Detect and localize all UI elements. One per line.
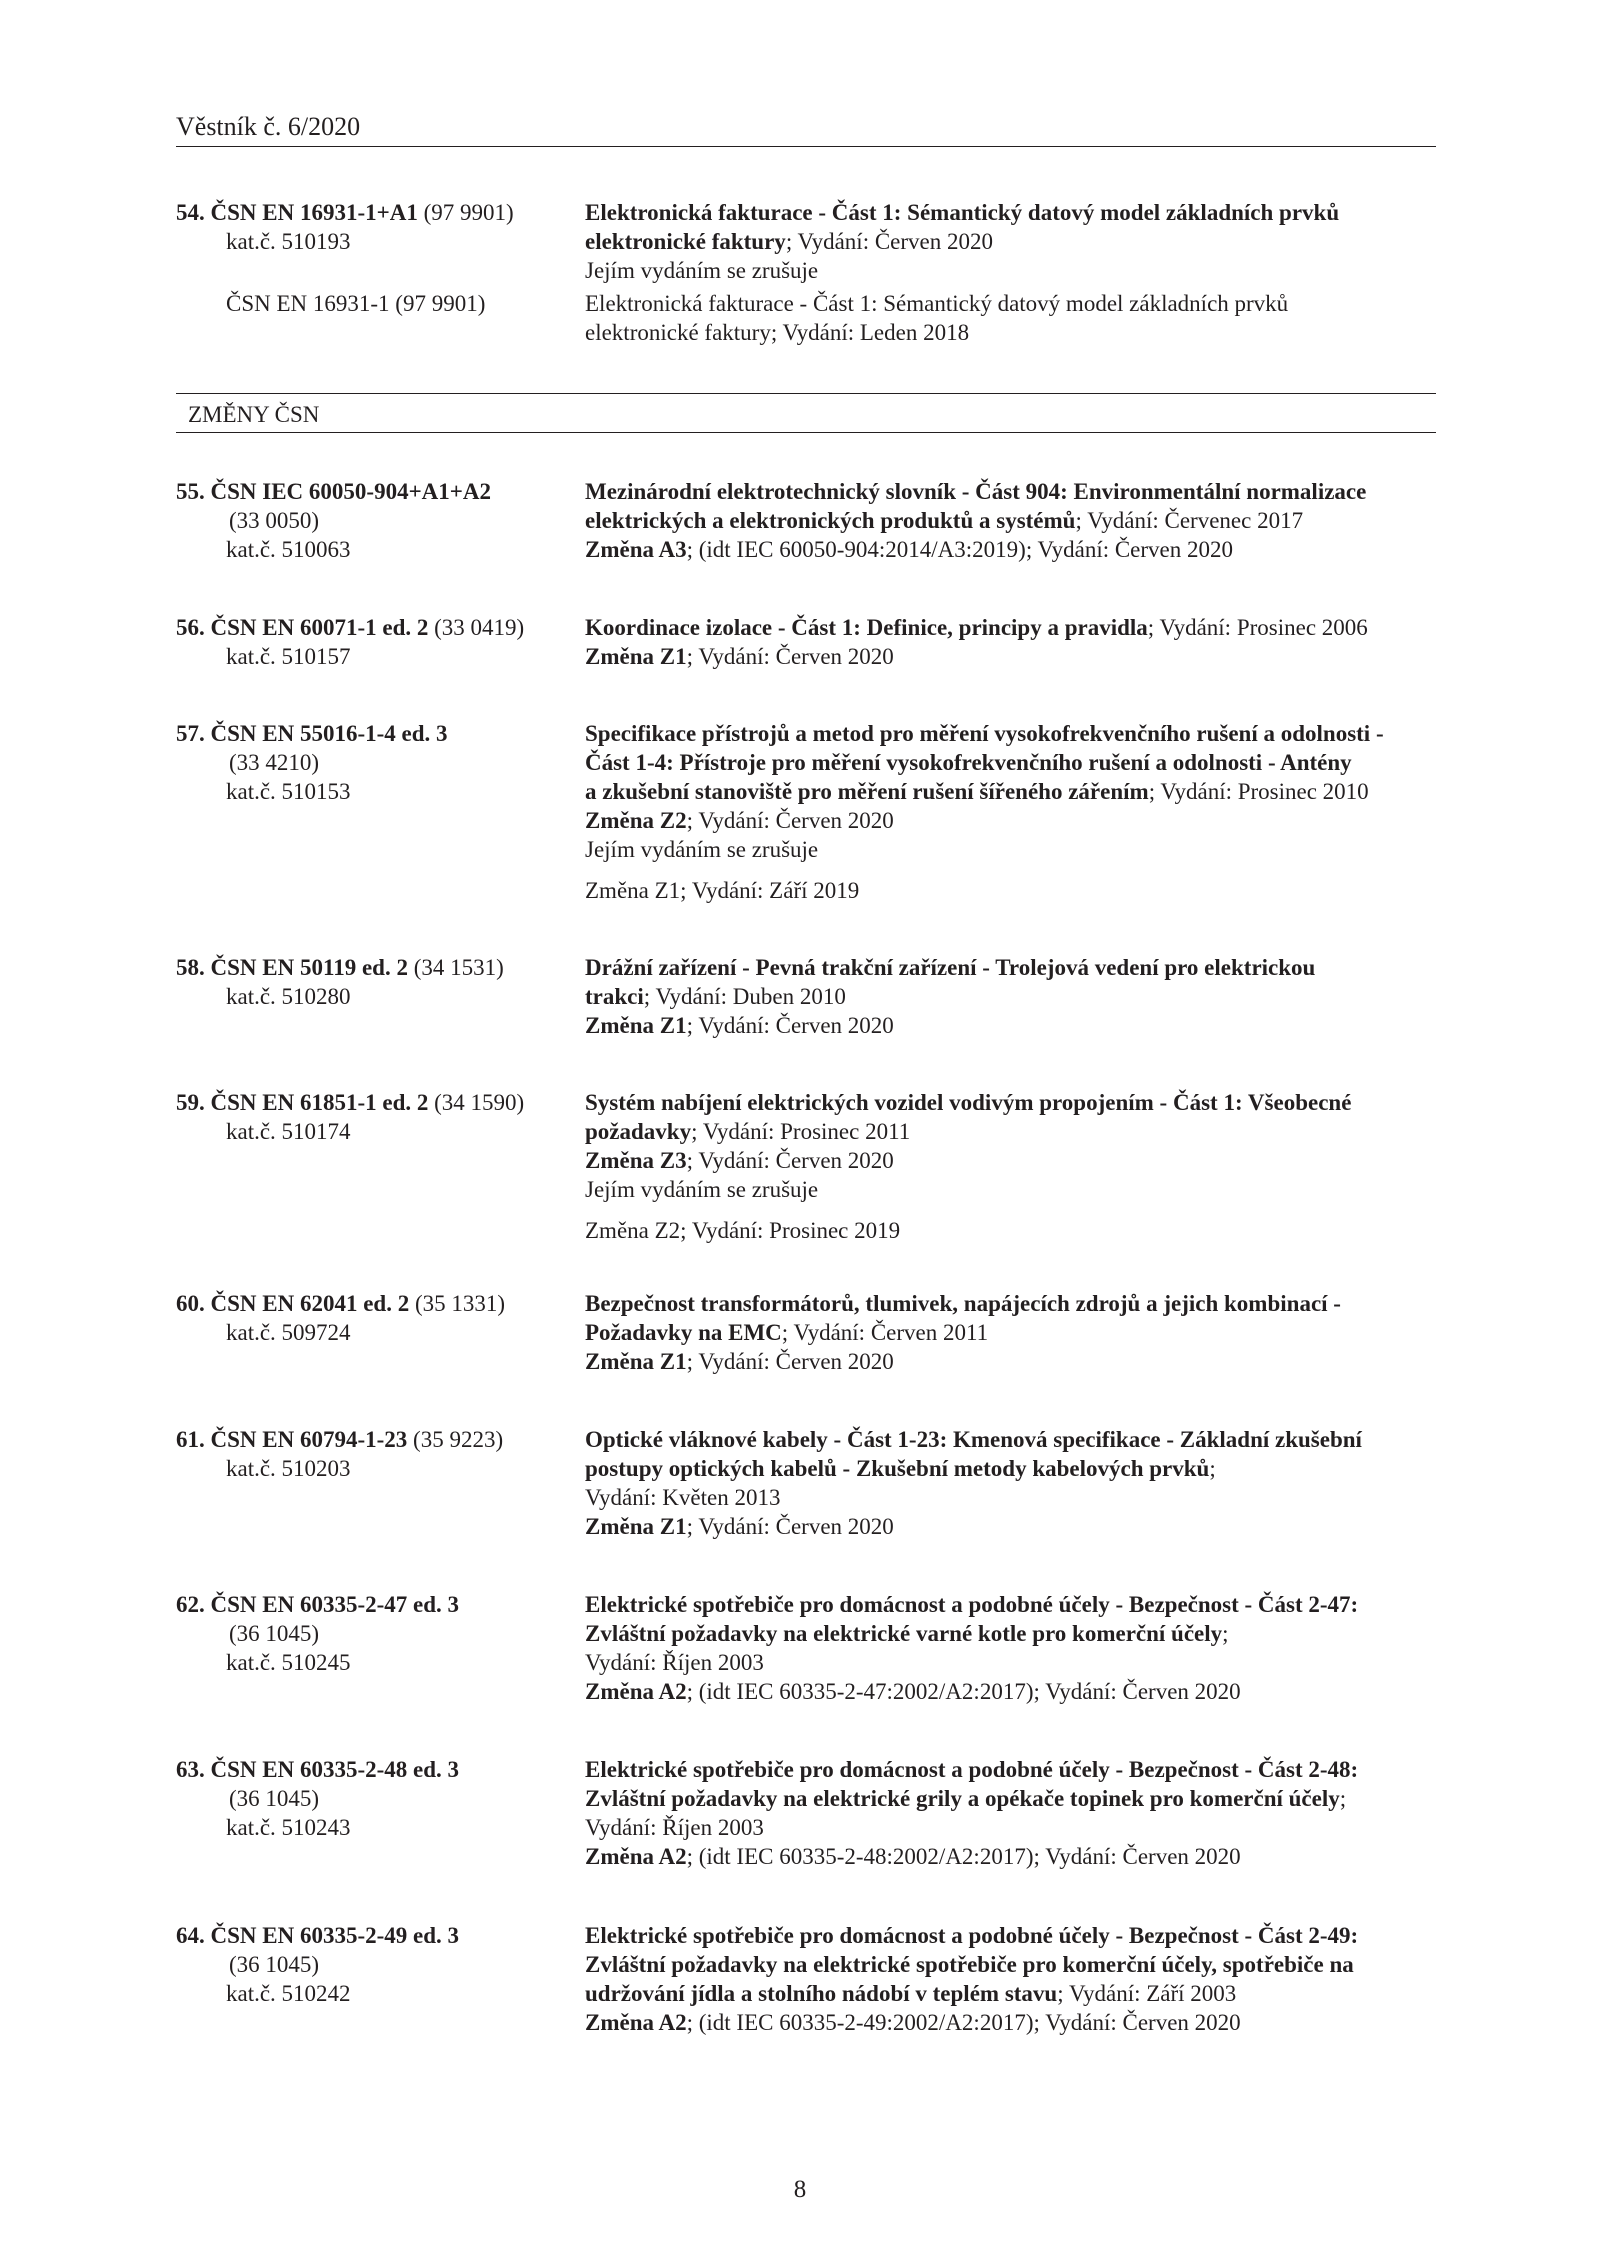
amendment-info: ; Vydání: Červen 2020 bbox=[686, 808, 894, 833]
entry-60-id bbox=[176, 1289, 571, 1347]
class-code: (33 0419) bbox=[428, 615, 525, 640]
class-code: (36 1045) bbox=[229, 1621, 320, 1646]
catalog-number: kat.č. 510280 bbox=[226, 984, 351, 1009]
entry-62-desc bbox=[585, 1590, 1445, 1706]
section-heading bbox=[176, 393, 1436, 433]
catalog-number: kat.č. 510243 bbox=[226, 1815, 351, 1840]
standard-code: ČSN EN 60335-2-47 ed. 3 bbox=[210, 1592, 460, 1617]
title-line: Elektrické spotřebiče pro domácnost a podobné účely - Bezpečnost - Část 2-49: bbox=[585, 1923, 1359, 1948]
title-line: Elektronická fakturace - Část 1: Sémantický datový model základních prvků bbox=[585, 200, 1340, 225]
title-line: Část 1-4: Přístroje pro měření vysokofrekvenčního rušení a odolnosti - Antény bbox=[585, 750, 1352, 775]
entry-number: 60. bbox=[176, 1291, 205, 1316]
cancelled-amendment: Změna Z1; Vydání: Září 2019 bbox=[585, 878, 860, 903]
catalog-number: kat.č. 510242 bbox=[226, 1981, 351, 2006]
title-line: Zvláštní požadavky na elektrické grily a opékače topinek pro komerční účely bbox=[585, 1786, 1340, 1811]
amendment-info: ; (idt IEC 60335-2-49:2002/A2:2017); Vydání: Červen 2020 bbox=[686, 2010, 1241, 2035]
edition-info: ; Vydání: Prosinec 2010 bbox=[1148, 779, 1369, 804]
amendment-label: Změna Z3 bbox=[585, 1148, 687, 1173]
entry-64-id bbox=[176, 1921, 571, 2008]
title-line: elektrických a elektronických produktů a systémů bbox=[585, 508, 1076, 533]
title-punct: ; bbox=[1339, 1786, 1347, 1811]
entry-number: 62. bbox=[176, 1592, 205, 1617]
standard-code: ČSN EN 55016-1-4 ed. 3 bbox=[210, 721, 448, 746]
title-line: Mezinárodní elektrotechnický slovník - Část 904: Environmentální normalizace bbox=[585, 479, 1367, 504]
standard-code: ČSN EN 60794-1-23 bbox=[210, 1427, 408, 1452]
amendment-info: ; (idt IEC 60335-2-47:2002/A2:2017); Vydání: Červen 2020 bbox=[686, 1679, 1241, 1704]
entry-58-id bbox=[176, 953, 571, 1011]
amendment-label: Změna Z1 bbox=[585, 1013, 687, 1038]
title-punct: ; bbox=[1209, 1456, 1216, 1481]
edition-info: ; Vydání: Červen 2011 bbox=[781, 1320, 989, 1345]
title-line: Elektrické spotřebiče pro domácnost a podobné účely - Bezpečnost - Část 2-47: bbox=[585, 1592, 1359, 1617]
amendment-label: Změna A2 bbox=[585, 2010, 687, 2035]
cancelled-title-line: Elektronická fakturace - Část 1: Sémantický datový model základních prvků bbox=[585, 291, 1289, 316]
section-title: ZMĚNY ČSN bbox=[188, 402, 320, 427]
class-code: (34 1531) bbox=[407, 955, 504, 980]
class-code: (97 9901) bbox=[417, 200, 514, 225]
title-line: udržování jídla a stolního nádobí v teplém stavu bbox=[585, 1981, 1058, 2006]
title-line: Elektrické spotřebiče pro domácnost a podobné účely - Bezpečnost - Část 2-48: bbox=[585, 1757, 1359, 1782]
class-code: (34 1590) bbox=[428, 1090, 525, 1115]
amendment-info: ; (idt IEC 60335-2-48:2002/A2:2017); Vydání: Červen 2020 bbox=[686, 1844, 1241, 1869]
title-line: elektronické faktury bbox=[585, 229, 786, 254]
standard-code: ČSN EN 60335-2-48 ed. 3 bbox=[210, 1757, 460, 1782]
amendment-label: Změna A2 bbox=[585, 1679, 687, 1704]
entry-55-desc bbox=[585, 477, 1445, 564]
entry-56-desc bbox=[585, 613, 1445, 671]
class-code: (35 9223) bbox=[407, 1427, 504, 1452]
entry-number: 64. bbox=[176, 1923, 205, 1948]
page-header: Věstník č. 6/2020 bbox=[176, 112, 361, 141]
title-punct: ; bbox=[1222, 1621, 1229, 1646]
standard-code: ČSN EN 60335-2-49 ed. 3 bbox=[210, 1923, 460, 1948]
amendment-info: ; Vydání: Červen 2020 bbox=[686, 1013, 894, 1038]
entry-number: 55. bbox=[176, 479, 205, 504]
standard-code: ČSN EN 50119 ed. 2 bbox=[210, 955, 408, 980]
entry-56-id bbox=[176, 613, 571, 671]
edition-info: Vydání: Říjen 2003 bbox=[585, 1650, 764, 1675]
entry-61-id bbox=[176, 1425, 571, 1483]
edition-info: ; Vydání: Prosinec 2006 bbox=[1147, 615, 1368, 640]
catalog-number: kat.č. 510193 bbox=[226, 229, 351, 254]
cancelled-standard-code: ČSN EN 16931-1 (97 9901) bbox=[226, 291, 486, 316]
page-number: 8 bbox=[793, 2176, 807, 2203]
entry-58-desc bbox=[585, 953, 1445, 1040]
title-line: Zvláštní požadavky na elektrické varné kotle pro komerční účely bbox=[585, 1621, 1223, 1646]
catalog-number: kat.č. 510245 bbox=[226, 1650, 351, 1675]
standard-code: ČSN EN 62041 ed. 2 bbox=[210, 1291, 410, 1316]
entry-64-desc bbox=[585, 1921, 1445, 2037]
cancelled-title-line: elektronické faktury; Vydání: Leden 2018 bbox=[585, 320, 970, 345]
standard-code: ČSN IEC 60050-904+A1+A2 bbox=[210, 479, 492, 504]
title-line: Zvláštní požadavky na elektrické spotřebiče pro komerční účely, spotřebiče na bbox=[585, 1952, 1354, 1977]
entry-59-desc bbox=[585, 1088, 1445, 1245]
amendment-info: ; Vydání: Červen 2020 bbox=[686, 644, 894, 669]
header-rule bbox=[176, 146, 1436, 147]
entry-54-id bbox=[176, 198, 571, 318]
edition-info: Vydání: Květen 2013 bbox=[585, 1485, 781, 1510]
catalog-number: kat.č. 510153 bbox=[226, 779, 351, 804]
entry-62-id bbox=[176, 1590, 571, 1677]
entry-55-id bbox=[176, 477, 571, 564]
cancel-note: Jejím vydáním se zrušuje bbox=[585, 1177, 819, 1202]
entry-number: 54. bbox=[176, 200, 205, 225]
entry-57-desc bbox=[585, 719, 1445, 905]
amendment-label: Změna Z1 bbox=[585, 644, 687, 669]
amendment-info: ; Vydání: Červen 2020 bbox=[686, 1148, 894, 1173]
class-code: (35 1331) bbox=[409, 1291, 506, 1316]
entry-60-desc bbox=[585, 1289, 1445, 1376]
cancel-note: Jejím vydáním se zrušuje bbox=[585, 837, 819, 862]
title-line: postupy optických kabelů - Zkušební metody kabelových prvků bbox=[585, 1456, 1210, 1481]
amendment-label: Změna A3 bbox=[585, 537, 687, 562]
entry-number: 57. bbox=[176, 721, 205, 746]
entry-54-desc bbox=[585, 198, 1445, 347]
cancelled-amendment: Změna Z2; Vydání: Prosinec 2019 bbox=[585, 1218, 901, 1243]
catalog-number: kat.č. 510174 bbox=[226, 1119, 351, 1144]
class-code: (33 4210) bbox=[229, 750, 320, 775]
cancel-note: Jejím vydáním se zrušuje bbox=[585, 258, 819, 283]
entry-number: 56. bbox=[176, 615, 205, 640]
entry-number: 63. bbox=[176, 1757, 205, 1782]
amendment-label: Změna A2 bbox=[585, 1844, 687, 1869]
edition-info: ; Vydání: Prosinec 2011 bbox=[691, 1119, 911, 1144]
title-line: Systém nabíjení elektrických vozidel vodivým propojením - Část 1: Všeobecné bbox=[585, 1090, 1352, 1115]
entry-61-desc bbox=[585, 1425, 1445, 1541]
edition-info: ; Vydání: Červen 2020 bbox=[785, 229, 994, 254]
entry-number: 58. bbox=[176, 955, 205, 980]
catalog-number: kat.č. 510063 bbox=[226, 537, 351, 562]
entry-number: 61. bbox=[176, 1427, 205, 1452]
title-line: Optické vláknové kabely - Část 1-23: Kmenová specifikace - Základní zkušební bbox=[585, 1427, 1362, 1452]
catalog-number: kat.č. 510203 bbox=[226, 1456, 351, 1481]
entry-59-id bbox=[176, 1088, 571, 1146]
entry-63-id bbox=[176, 1755, 571, 1842]
title-line: Koordinace izolace - Část 1: Definice, principy a pravidla bbox=[585, 615, 1148, 640]
amendment-info: ; (idt IEC 60050-904:2014/A3:2019); Vydání: Červen 2020 bbox=[686, 537, 1234, 562]
amendment-label: Změna Z1 bbox=[585, 1514, 687, 1539]
title-line: a zkušební stanoviště pro měření rušení šířeného zářením bbox=[585, 779, 1149, 804]
entry-number: 59. bbox=[176, 1090, 205, 1115]
amendment-info: ; Vydání: Červen 2020 bbox=[686, 1514, 894, 1539]
amendment-label: Změna Z2 bbox=[585, 808, 687, 833]
amendment-label: Změna Z1 bbox=[585, 1349, 687, 1374]
class-code: (33 0050) bbox=[229, 508, 320, 533]
edition-info: ; Vydání: Září 2003 bbox=[1057, 1981, 1237, 2006]
class-code: (36 1045) bbox=[229, 1786, 320, 1811]
standard-code: ČSN EN 61851-1 ed. 2 bbox=[210, 1090, 429, 1115]
edition-info: ; Vydání: Červenec 2017 bbox=[1075, 508, 1304, 533]
entry-57-id bbox=[176, 719, 571, 806]
title-line: požadavky bbox=[585, 1119, 692, 1144]
class-code: (36 1045) bbox=[229, 1952, 320, 1977]
title-line: Bezpečnost transformátorů, tlumivek, napájecích zdrojů a jejich kombinací - bbox=[585, 1291, 1341, 1316]
edition-info: Vydání: Říjen 2003 bbox=[585, 1815, 764, 1840]
standard-code: ČSN EN 16931-1+A1 bbox=[210, 200, 418, 225]
title-line: Drážní zařízení - Pevná trakční zařízení - Trolejová vedení pro elektrickou bbox=[585, 955, 1316, 980]
amendment-info: ; Vydání: Červen 2020 bbox=[686, 1349, 894, 1374]
catalog-number: kat.č. 510157 bbox=[226, 644, 351, 669]
catalog-number: kat.č. 509724 bbox=[226, 1320, 351, 1345]
title-line: Požadavky na EMC bbox=[585, 1320, 782, 1345]
entry-63-desc bbox=[585, 1755, 1445, 1871]
title-line: Specifikace přístrojů a metod pro měření vysokofrekvenčního rušení a odolnosti - bbox=[585, 721, 1384, 746]
standard-code: ČSN EN 60071-1 ed. 2 bbox=[210, 615, 429, 640]
edition-info: ; Vydání: Duben 2010 bbox=[643, 984, 846, 1009]
title-line: trakci bbox=[585, 984, 644, 1009]
